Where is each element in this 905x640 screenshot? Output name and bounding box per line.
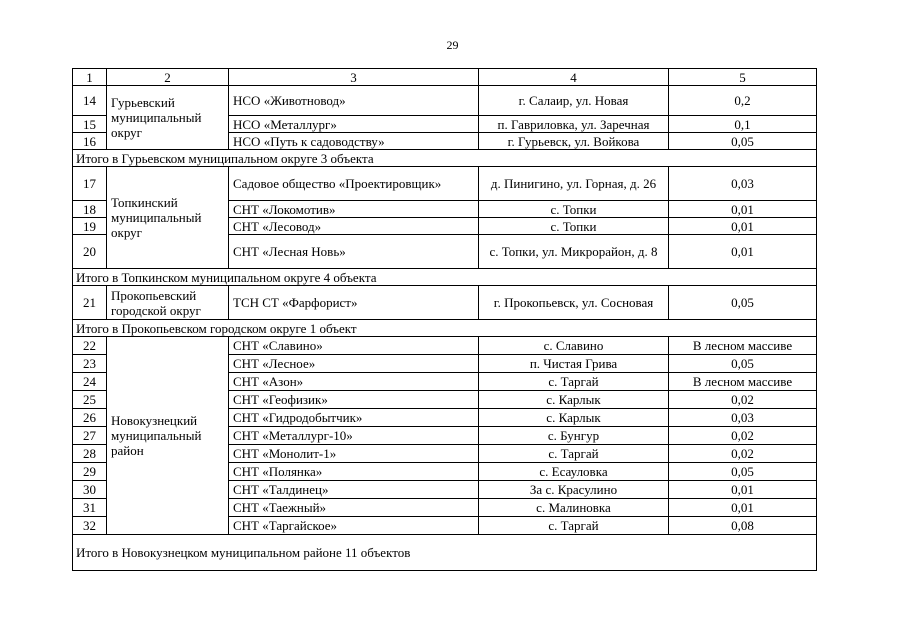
object-area: 0,1 <box>669 116 817 133</box>
object-area: 0,03 <box>669 167 817 201</box>
row-number: 26 <box>73 409 107 427</box>
row-number: 22 <box>73 337 107 355</box>
column-header: 4 <box>479 69 669 86</box>
object-location: с. Топки <box>479 201 669 218</box>
object-location: с. Таргай <box>479 373 669 391</box>
row-number: 30 <box>73 481 107 499</box>
object-area: 0,05 <box>669 133 817 150</box>
object-name: ТСН СТ «Фарфорист» <box>229 286 479 320</box>
object-area: 0,01 <box>669 235 817 269</box>
group-total: Итого в Новокузнецком муниципальном районе 11 объектов <box>73 535 817 571</box>
object-area: 0,03 <box>669 409 817 427</box>
group-total-row <box>73 320 817 337</box>
row-number: 15 <box>73 116 107 133</box>
row-number: 21 <box>73 286 107 320</box>
object-area: 0,02 <box>669 427 817 445</box>
table-header-row <box>73 69 817 86</box>
object-name: СНТ «Полянка» <box>229 463 479 481</box>
row-number: 18 <box>73 201 107 218</box>
object-area: В лесном массиве <box>669 373 817 391</box>
row-number: 27 <box>73 427 107 445</box>
district-name: Топкинский муниципальный округ <box>107 167 229 269</box>
object-name: СНТ «Лесовод» <box>229 218 479 235</box>
object-name: СНТ «Монолит-1» <box>229 445 479 463</box>
row-number: 31 <box>73 499 107 517</box>
object-location: с. Топки <box>479 218 669 235</box>
table-row <box>73 86 817 116</box>
group-total-row <box>73 150 817 167</box>
row-number: 17 <box>73 167 107 201</box>
object-area: 0,05 <box>669 286 817 320</box>
object-area: 0,05 <box>669 463 817 481</box>
object-location: с. Есауловка <box>479 463 669 481</box>
row-number: 14 <box>73 86 107 116</box>
column-header: 5 <box>669 69 817 86</box>
object-location: п. Гавриловка, ул. Заречная <box>479 116 669 133</box>
object-area: 0,02 <box>669 445 817 463</box>
object-name: СНТ «Лесная Новь» <box>229 235 479 269</box>
row-number: 28 <box>73 445 107 463</box>
object-name: СНТ «Таежный» <box>229 499 479 517</box>
object-name: СНТ «Азон» <box>229 373 479 391</box>
object-area: 0,08 <box>669 517 817 535</box>
page-number: 29 <box>446 38 459 52</box>
object-name: Садовое общество «Проектировщик» <box>229 167 479 201</box>
group-total-row <box>73 535 817 571</box>
object-area: 0,02 <box>669 391 817 409</box>
object-location: д. Пинигино, ул. Горная, д. 26 <box>479 167 669 201</box>
object-location: г. Прокопьевск, ул. Сосновая <box>479 286 669 320</box>
object-location: с. Бунгур <box>479 427 669 445</box>
object-location: с. Карлык <box>479 409 669 427</box>
row-number: 19 <box>73 218 107 235</box>
objects-table <box>72 68 817 571</box>
object-area: 0,01 <box>669 481 817 499</box>
object-area: 0,01 <box>669 499 817 517</box>
column-header: 2 <box>107 69 229 86</box>
object-name: НСО «Животновод» <box>229 86 479 116</box>
district-name: Прокопьевский городской округ <box>107 286 229 320</box>
table-row <box>73 337 817 355</box>
table-row <box>73 167 817 201</box>
object-name: СНТ «Локомотив» <box>229 201 479 218</box>
object-location: г. Гурьевск, ул. Войкова <box>479 133 669 150</box>
object-location: с. Славино <box>479 337 669 355</box>
object-name: СНТ «Металлург-10» <box>229 427 479 445</box>
row-number: 32 <box>73 517 107 535</box>
object-location: с. Таргай <box>479 517 669 535</box>
object-area: 0,01 <box>669 218 817 235</box>
row-number: 24 <box>73 373 107 391</box>
district-name: Гурьевский муниципальный округ <box>107 86 229 150</box>
group-total: Итого в Гурьевском муниципальном округе 3 объекта <box>73 150 817 167</box>
row-number: 23 <box>73 355 107 373</box>
object-area: В лесном массиве <box>669 337 817 355</box>
object-location: с. Малиновка <box>479 499 669 517</box>
table-row <box>73 286 817 320</box>
object-location: с. Топки, ул. Микрорайон, д. 8 <box>479 235 669 269</box>
object-name: СНТ «Геофизик» <box>229 391 479 409</box>
group-total: Итого в Топкинском муниципальном округе 4 объекта <box>73 269 817 286</box>
object-name: СНТ «Талдинец» <box>229 481 479 499</box>
group-total: Итого в Прокопьевском городском округе 1 объект <box>73 320 817 337</box>
group-total-row <box>73 269 817 286</box>
object-name: СНТ «Славино» <box>229 337 479 355</box>
object-location: с. Таргай <box>479 445 669 463</box>
object-name: НСО «Металлург» <box>229 116 479 133</box>
object-area: 0,01 <box>669 201 817 218</box>
row-number: 16 <box>73 133 107 150</box>
object-name: СНТ «Гидродобытчик» <box>229 409 479 427</box>
object-name: СНТ «Таргайское» <box>229 517 479 535</box>
district-name: Новокузнецкий муниципальный район <box>107 337 229 535</box>
object-area: 0,2 <box>669 86 817 116</box>
row-number: 29 <box>73 463 107 481</box>
object-name: НСО «Путь к садоводству» <box>229 133 479 150</box>
object-location: г. Салаир, ул. Новая <box>479 86 669 116</box>
column-header: 3 <box>229 69 479 86</box>
row-number: 25 <box>73 391 107 409</box>
object-location: с. Карлык <box>479 391 669 409</box>
column-header: 1 <box>73 69 107 86</box>
row-number: 20 <box>73 235 107 269</box>
object-location: п. Чистая Грива <box>479 355 669 373</box>
object-name: СНТ «Лесное» <box>229 355 479 373</box>
object-area: 0,05 <box>669 355 817 373</box>
object-location: За с. Красулино <box>479 481 669 499</box>
